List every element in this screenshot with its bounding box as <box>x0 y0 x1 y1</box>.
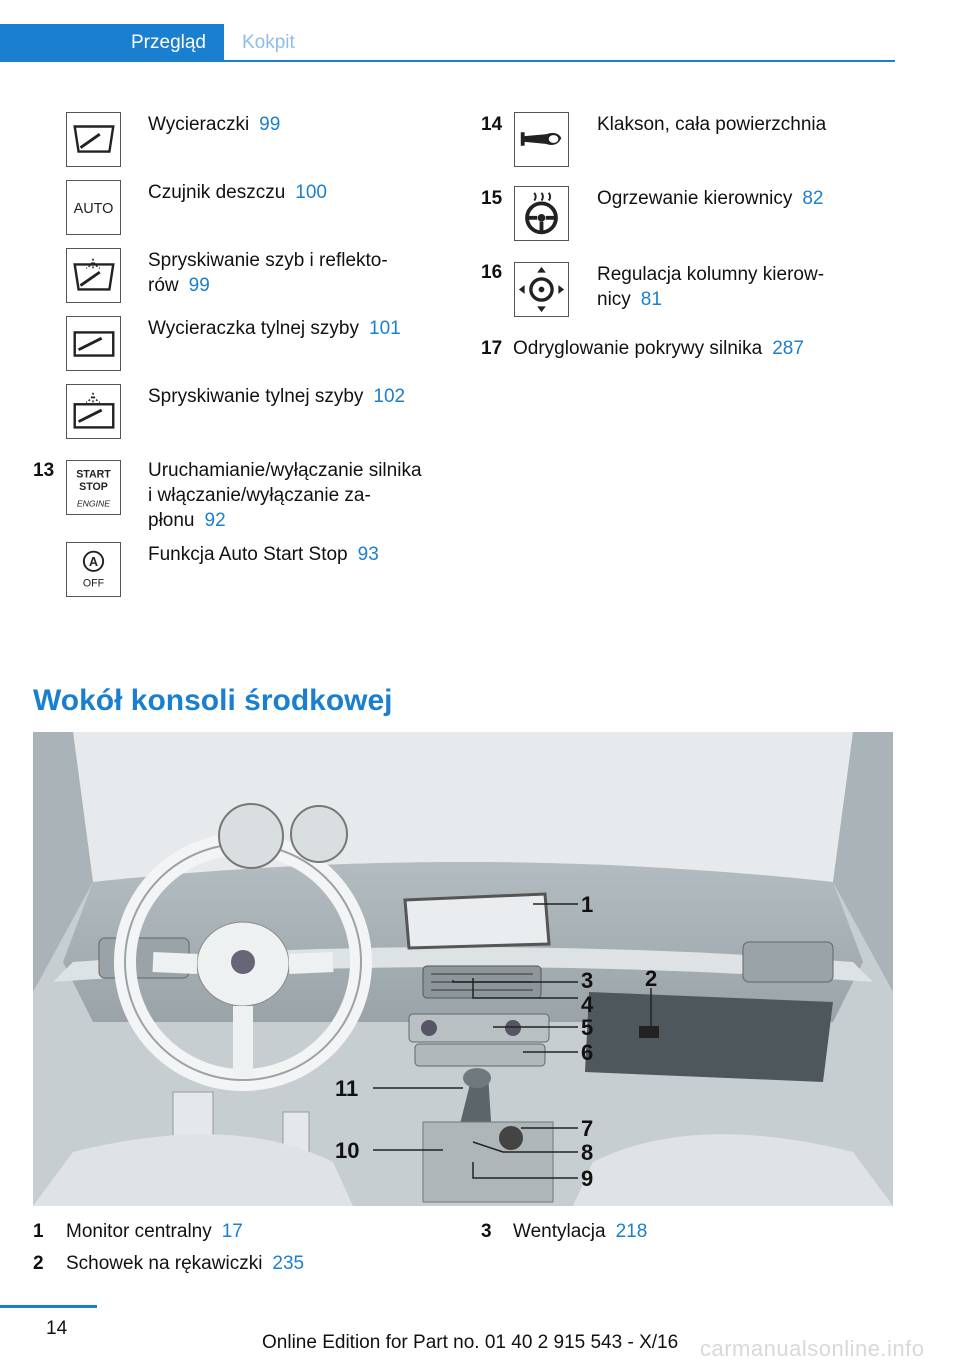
page-ref[interactable]: 102 <box>373 386 406 407</box>
auto-start-stop-off-icon <box>66 542 121 597</box>
legend-item-ventilation: Wentylacja 218 <box>513 1221 648 1242</box>
svg-text:ENGINE: ENGINE <box>76 498 111 509</box>
callout-10: 10 <box>335 1138 360 1163</box>
page-ref[interactable]: 17 <box>221 1221 243 1242</box>
legend-number: 3 <box>481 1221 492 1242</box>
tab-kokpit[interactable]: Kokpit <box>242 32 295 53</box>
steering-column-icon <box>514 262 569 317</box>
dashboard-illustration <box>33 732 893 1206</box>
callout-6: 6 <box>581 1040 594 1065</box>
rear-washer-icon <box>66 384 121 439</box>
callout-11: 11 <box>335 1076 359 1101</box>
page-ref[interactable]: 287 <box>772 338 804 359</box>
item-number: 15 <box>481 188 503 209</box>
callout-3: 3 <box>581 968 594 993</box>
page-ref[interactable]: 235 <box>272 1253 305 1274</box>
item-rain-sensor-text: Czujnik deszczu 100 <box>148 182 327 203</box>
callout-2: 2 <box>645 966 658 991</box>
washer-icon <box>66 248 121 303</box>
section-title: Wokół konsoli środkowej <box>33 684 393 717</box>
item-rear-washer-text: Spryskiwanie tylnej szyby 102 <box>148 386 406 407</box>
callout-1: 1 <box>581 892 594 917</box>
page-ref[interactable]: 99 <box>188 275 210 296</box>
footer-rule <box>0 1305 97 1308</box>
item-steering-heat-text: Ogrzewanie kierownicy 82 <box>597 188 824 209</box>
page-ref[interactable]: 93 <box>357 544 379 565</box>
svg-text:START: START <box>76 468 111 481</box>
horn-icon <box>514 112 569 167</box>
item-number: 16 <box>481 262 503 283</box>
item-auto-start-stop-text: Funkcja Auto Start Stop 93 <box>148 544 379 565</box>
page-ref[interactable]: 99 <box>259 114 281 135</box>
svg-text:A: A <box>88 555 99 570</box>
item-number: 14 <box>481 114 503 135</box>
rear-wiper-icon <box>66 316 121 371</box>
page-ref[interactable]: 92 <box>204 510 226 531</box>
callout-9: 9 <box>581 1166 594 1191</box>
item-number: 13 <box>33 460 55 481</box>
legend-item-monitor: Monitor centralny 17 <box>66 1221 243 1242</box>
item-washer-text: Spryskiwanie szyb i reflekto- rów 99 <box>148 250 388 296</box>
svg-text:STOP: STOP <box>79 480 108 493</box>
item-hood-release-text: Odryglowanie pokrywy silnika 287 <box>513 338 804 359</box>
page-ref[interactable]: 81 <box>640 289 662 310</box>
wiper-icon <box>66 112 121 167</box>
callout-7: 7 <box>581 1116 594 1141</box>
start-stop-engine-icon <box>66 460 121 515</box>
page-ref[interactable]: 82 <box>802 188 824 209</box>
auto-rain-sensor-icon <box>66 180 121 235</box>
item-start-stop-text: Uruchamianie/wyłączanie silnika i włączanie/wyłączanie za- płonu 92 <box>148 460 422 531</box>
legend-number: 1 <box>33 1221 44 1242</box>
callout-4: 4 <box>581 992 594 1017</box>
legend-number: 2 <box>33 1253 44 1274</box>
legend-item-glovebox: Schowek na rękawiczki 235 <box>66 1253 305 1274</box>
page-number: 14 <box>46 1318 68 1339</box>
item-steering-column-text: Regulacja kolumny kierow- nicy 81 <box>597 264 825 310</box>
tab-bar <box>0 24 895 62</box>
callout-8: 8 <box>581 1140 594 1165</box>
tab-przeglad[interactable]: Przegląd <box>0 24 224 62</box>
item-horn-text: Klakson, cała powierzchnia <box>597 114 827 135</box>
svg-text:OFF: OFF <box>82 577 105 590</box>
item-wipers-text: Wycieraczki 99 <box>148 114 281 135</box>
footer-edition: Online Edition for Part no. 01 40 2 915 543 - X/16 <box>262 1332 679 1353</box>
page-ref[interactable]: 101 <box>369 318 401 339</box>
page-ref[interactable]: 218 <box>615 1221 648 1242</box>
watermark: carmanualsonline.info <box>700 1336 925 1361</box>
item-rear-wiper-text: Wycieraczka tylnej szyby 101 <box>148 318 401 339</box>
item-number: 17 <box>481 338 503 359</box>
page-ref[interactable]: 100 <box>295 182 327 203</box>
svg-text:AUTO: AUTO <box>73 200 114 217</box>
callout-5: 5 <box>581 1015 594 1040</box>
steering-heat-icon <box>514 186 569 241</box>
